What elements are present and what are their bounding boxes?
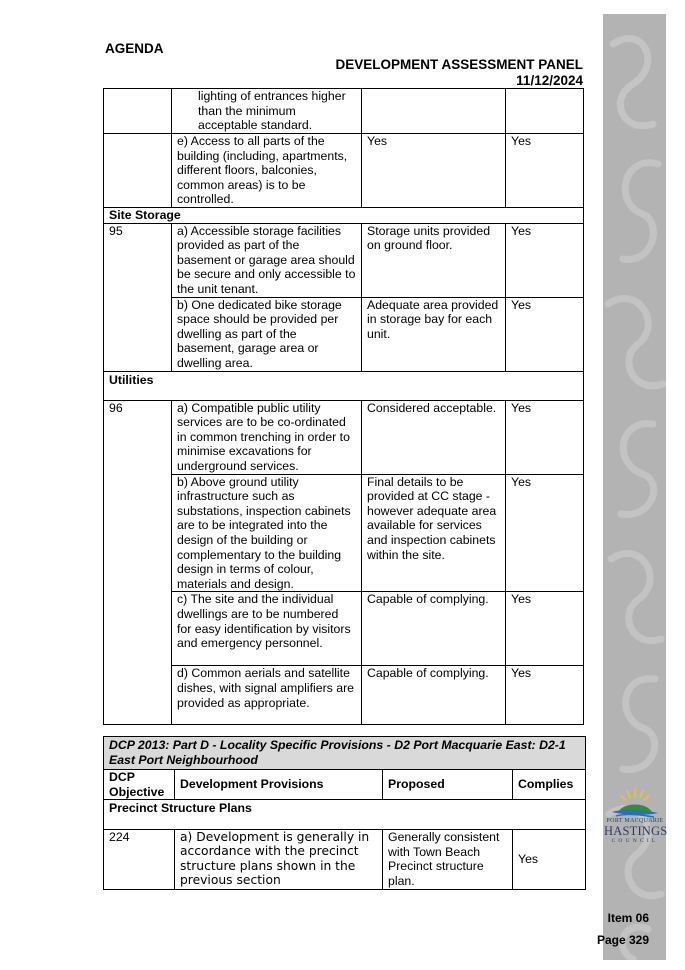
proposed-cell: Considered acceptable.: [362, 400, 506, 474]
section-heading-row: [104, 208, 584, 224]
proposed-cell: Adequate area provided in storage bay for each unit.: [362, 297, 506, 371]
objective-number: 95: [104, 223, 172, 371]
table-row: [104, 830, 586, 889]
header-complies: Complies: [513, 770, 586, 800]
section-heading: Site Storage: [104, 208, 584, 224]
section-heading-row: [104, 371, 584, 400]
complies-cell: Yes: [506, 223, 584, 297]
complies-cell: Yes: [506, 134, 584, 208]
objective-number: 96: [104, 400, 172, 725]
proposed-cell: Generally consistent with Town Beach Precinct structure plan.: [383, 830, 513, 889]
provision-cell: c) The site and the individual dwellings are to be numbered for easy identification by visitors and emergency personnel.: [172, 592, 362, 666]
compliance-table-continued: [103, 88, 584, 725]
meeting-date: 11/12/2024: [516, 73, 583, 88]
table-row: [104, 474, 584, 592]
complies-cell: Yes: [513, 830, 586, 889]
provision-cell: a) Compatible public utility services are to be co-ordinated in common trenching in order to minimise excavations for underground services.: [172, 400, 362, 474]
logo-line-2: HASTINGS: [604, 824, 668, 838]
provision-cell: lighting of entrances higher than the minimum acceptable standard.: [172, 89, 362, 134]
objective-number: 224: [104, 830, 175, 889]
table-row: [104, 134, 584, 208]
page-number: Page 329: [596, 933, 649, 947]
panel-heading: DEVELOPMENT ASSESSMENT PANEL: [335, 57, 583, 72]
table-row: [104, 297, 584, 371]
provision-cell: d) Common aerials and satellite dishes, with signal amplifiers are provided as appropriate.: [172, 666, 362, 725]
complies-cell: Yes: [506, 666, 584, 725]
complies-cell: Yes: [506, 400, 584, 474]
table-row: [104, 223, 584, 297]
provision-cell: b) One dedicated bike storage space should be provided per dwelling as part of the basement, garage area or dwelling area.: [172, 297, 362, 371]
section-heading-row: [104, 800, 586, 830]
provision-cell: a) Accessible storage facilities provided as part of the basement or garage area should be secure and only accessible to the unit tenant.: [172, 223, 362, 297]
logo-line-1: PORT MACQUARIE: [606, 818, 664, 824]
proposed-cell: Capable of complying.: [362, 592, 506, 666]
logo-line-3: COUNCIL: [611, 838, 659, 844]
table-row: [104, 400, 584, 474]
locality-provisions-table: [103, 736, 586, 890]
table-header-row: [104, 770, 586, 800]
proposed-cell: Capable of complying.: [362, 666, 506, 725]
provision-cell: e) Access to all parts of the building (including, apartments, different floors, balconies, common areas) is to be controlled.: [172, 134, 362, 208]
table-row: [104, 89, 584, 134]
item-number: Item 06: [607, 911, 649, 925]
complies-cell: Yes: [506, 592, 584, 666]
header-provisions: Development Provisions: [175, 770, 383, 800]
proposed-cell: Yes: [362, 134, 506, 208]
table-banner-row: [104, 737, 586, 770]
complies-cell: Yes: [506, 297, 584, 371]
header-objective: DCP Objective: [104, 770, 175, 800]
agenda-heading: AGENDA: [105, 41, 164, 56]
table-row: [104, 592, 584, 666]
header-proposed: Proposed: [383, 770, 513, 800]
proposed-cell: Final details to be provided at CC stage - however adequate area available for services and inspection cabinets within the site.: [362, 474, 506, 592]
section-heading: Precinct Structure Plans: [104, 800, 586, 830]
provision-cell: b) Above ground utility infrastructure such as substations, inspection cabinets are to be integrated into the design of the building or complementary to the building design in terms of colour, materials and design.: [172, 474, 362, 592]
table-row: [104, 666, 584, 725]
proposed-cell: Storage units provided on ground floor.: [362, 223, 506, 297]
provision-cell: a) Development is generally in accordance with the precinct structure plans shown in the previous section: [175, 830, 383, 889]
section-heading: Utilities: [104, 371, 584, 400]
table-banner: DCP 2013: Part D - Locality Specific Provisions - D2 Port Macquarie East: D2-1 East Port Neighbourhood: [104, 737, 586, 770]
complies-cell: Yes: [506, 474, 584, 592]
